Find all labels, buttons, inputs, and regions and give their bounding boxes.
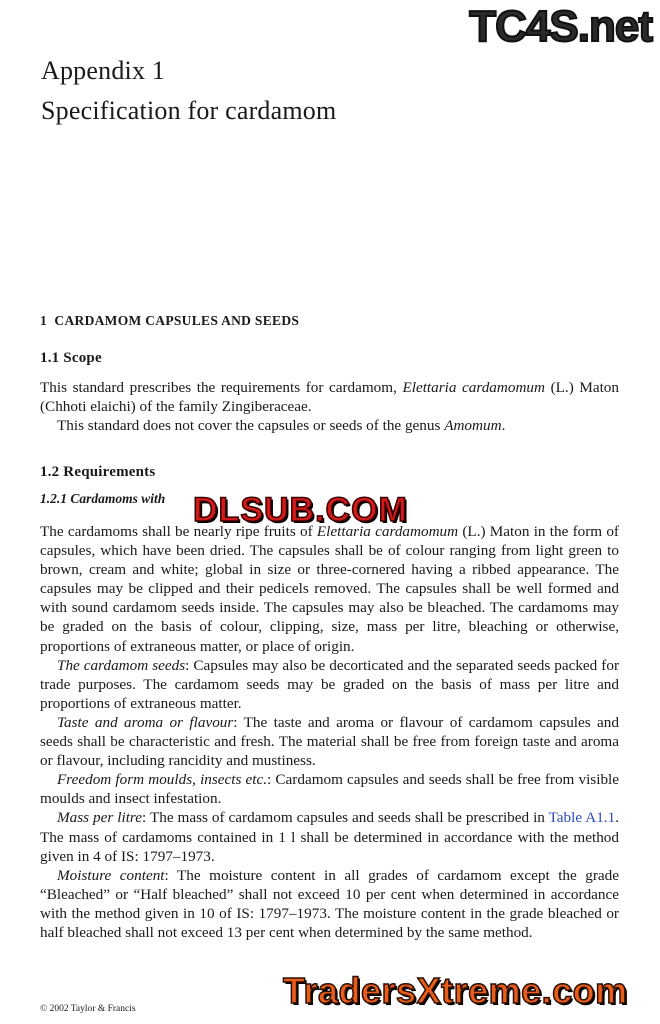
capsules-paragraph: The cardamoms shall be nearly ripe fruits of Elettaria cardamomum (L.) Maton in the form of capsules, which have been dried. The capsules shall be of colour ranging from light green to brown, cream and white; global in size or three-cornered having a ribbed appearance. The capsules may be clipped and their pedicels removed. The capsules shall be well formed and with sound cardamom seeds inside. The capsules may also be bleached. The cardamoms may be graded on the basis of colour, clipping, size, mass per litre, bleaching or otherwise, proportions of extraneous matter, or place of origin. <box>40 523 619 655</box>
scope-paragraph: This standard prescribes the requirements for cardamom, Elettaria cardamomum (L.) Maton (Chhoti elaichi) of the family Zingiberaceae. <box>40 379 619 416</box>
requirements-body <box>40 522 619 942</box>
appendix-label: Appendix 1 <box>41 56 166 85</box>
requirements-heading: 1.2 Requirements <box>40 464 156 480</box>
section-heading <box>40 313 299 329</box>
scope-body <box>40 378 619 435</box>
moisture-paragraph: Moisture content: The moisture content in all grades of cardamom except the grade “Bleached” or “Half bleached” shall not exceed 10 per cent when determined in accordance with the method given in 10 of IS: 1797–1973. The moisture content in the grade bleached or half bleached shall not exceed 13 per cent when determined by the same method. <box>40 866 619 941</box>
tc4s-watermark: TC4S.net <box>469 2 652 51</box>
section-title: CARDAMOM CAPSULES AND SEEDS <box>54 313 300 328</box>
freedom-paragraph: Freedom form moulds, insects etc.: Cardamom capsules and seeds shall be free from visible moulds and insect infestation. <box>40 771 619 808</box>
dlsub-watermark: DLSUB.COM <box>193 491 408 529</box>
scope-heading: 1.1 Scope <box>40 350 102 366</box>
taste-paragraph: Taste and aroma or flavour: The taste and aroma or flavour of cardamom capsules and seeds shall be characteristic and fresh. The material shall be free from foreign taste and aroma or flavour, including rancidity and mustiness. <box>40 713 619 770</box>
page-title: Specification for cardamom <box>41 96 337 125</box>
section-number: 1 <box>40 313 48 328</box>
mass-paragraph: Mass per litre: The mass of cardamom capsules and seeds shall be prescribed in Table A1.1. The mass of cardamoms contained in 1 l shall be determined in accordance with the method given in 4 of IS: 1797–1973. <box>40 809 619 865</box>
seeds-paragraph: The cardamom seeds: Capsules may also be decorticated and the separated seeds packed for trade purposes. The cardamom seeds may be graded on the basis of mass per litre and proportions of extraneous matter. <box>40 656 620 712</box>
copyright-footer: © 2002 Taylor & Francis <box>40 1004 136 1014</box>
requirements-subheading: 1.2.1 Cardamoms with <box>40 491 166 506</box>
scope-exclusion-paragraph: This standard does not cover the capsules or seeds of the genus Amomum. <box>57 417 506 435</box>
table-a1-1-link[interactable]: Table A1.1 <box>548 809 616 827</box>
tradersxtreme-watermark: TradersXtreme.com <box>283 970 628 1011</box>
